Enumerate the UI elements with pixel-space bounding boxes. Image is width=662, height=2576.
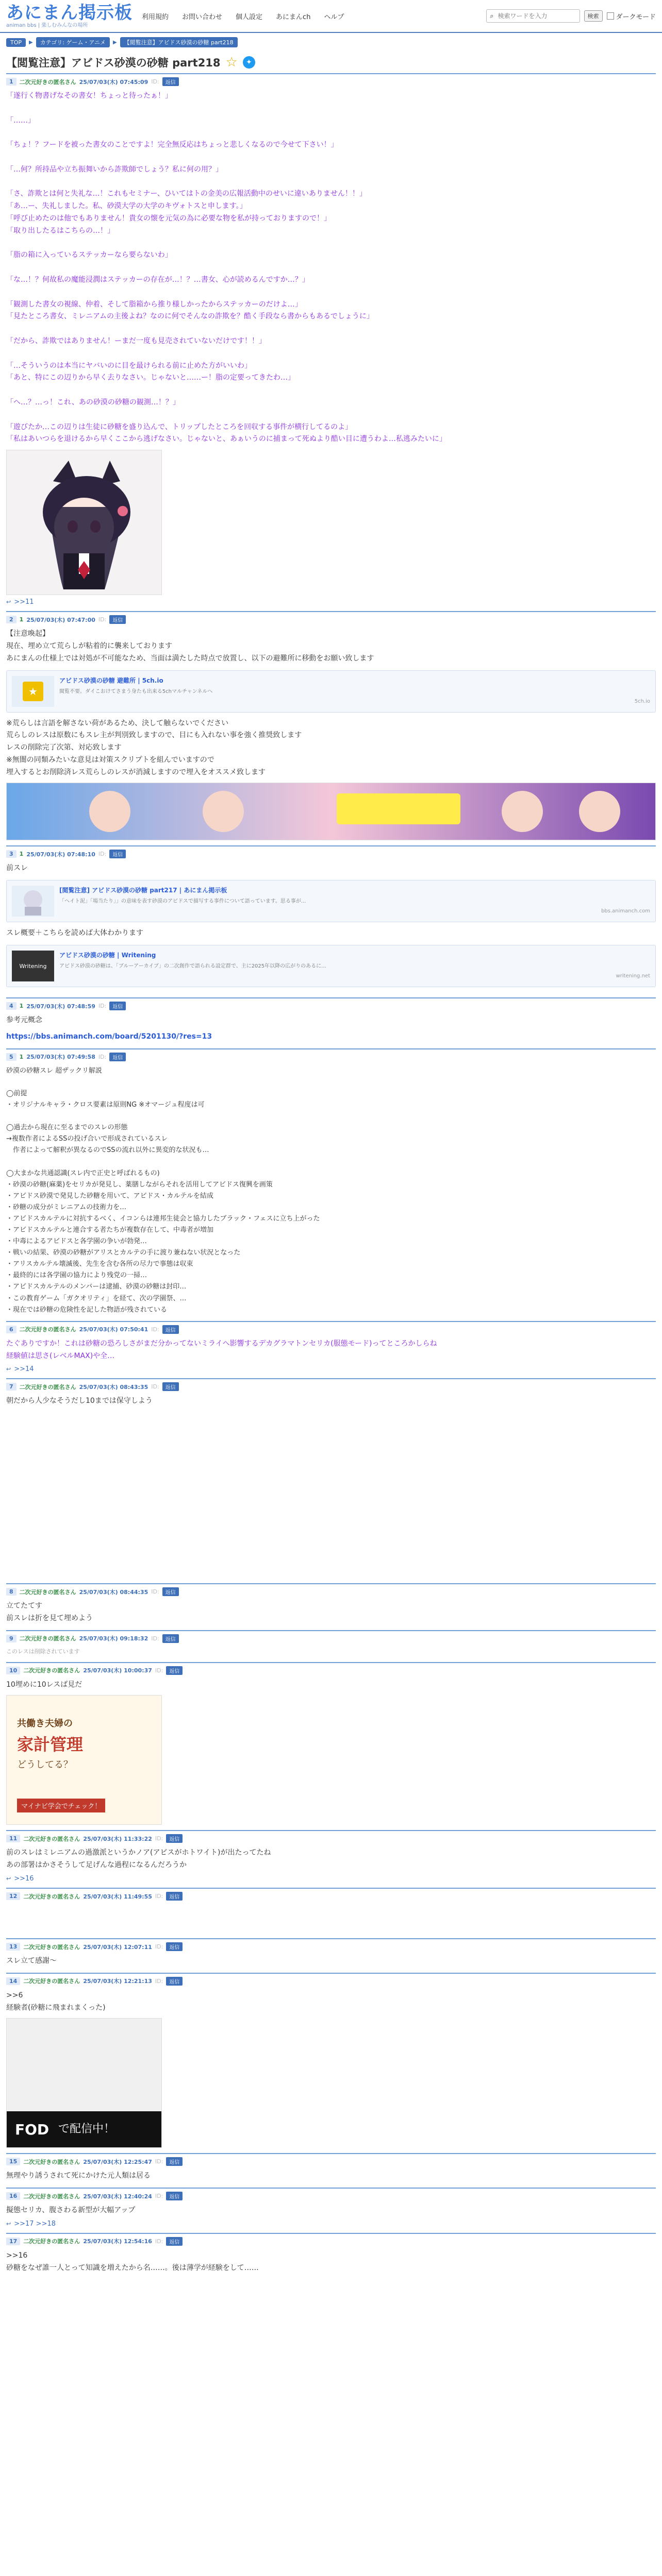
reply-button[interactable]: 返信 [166, 1942, 183, 1951]
search-icon: ⌕ [490, 12, 494, 20]
post-date: 25/07/03(木) 11:49:55 [83, 1893, 152, 1900]
reply-button[interactable]: 返信 [166, 1892, 183, 1901]
post-id: ID: [151, 1635, 159, 1642]
post-date: 25/07/03(木) 07:48:10 [26, 851, 95, 858]
search-input[interactable] [497, 12, 576, 20]
reply-arrow-icon: ↩ [6, 1875, 11, 1882]
post-author: 二次元好きの匿名さん [19, 1635, 76, 1642]
link-card-thumb: Writening [12, 951, 54, 981]
reply-anchor[interactable]: >>16 [14, 1875, 34, 1883]
post-body: 朝だから人少なそうだし10までは保守しよう [6, 1397, 153, 1405]
link-card-thumb [12, 886, 54, 917]
link-card-desc: 「ヘイト泥」「場当たり」」の意味を表す砂漠のアビドスで描写する事件について語っています。思る事が... [59, 899, 306, 905]
inline-ad[interactable] [6, 1695, 162, 1825]
post-date: 25/07/03(木) 07:49:58 [26, 1054, 95, 1061]
post-date: 25/07/03(木) 12:25:47 [83, 2158, 152, 2165]
deleted-notice: このレスは削除されています [6, 1648, 80, 1655]
reply-button[interactable]: 返信 [166, 1977, 183, 1986]
post-body: 【注意喚起】 現在、埋め立て荒らしが粘着的に襲来しております あにまんの仕様上では対処が不可能なため、当面は満たした時点で放置し、以下の避難所に移動をお願い致します [6, 630, 374, 663]
post-author: 二次元好きの匿名さん [19, 1588, 76, 1596]
post-body: 「遂行く物書げなその書女！ちょっと待ったぁ！」 「……」 「ちょ！？フードを被った書女のことですよ！完全無反応はちょっと悲しくなるので今せて下さい！」 「…何？所持品や立ち振舞いから詐欺師でしょう？私に何の用？」 「さ、詐欺とは何と失礼な…！これもセミナー、ひいてはトの金美の広報活動中のせいに違いありません！！」 「あ…ー、失礼しました。私、砂漠大学の大学のキヴォトスと申します。」 「呼び止めたのは他でもありません！貴女の懐を元気の為に必要な物を私が持っておりますので！」 「取り出したるはこちらの…！」 「脂の箱に入っているステッカーなら要らないわ」 「な…！？何故私の魔能浸潤はステッカーの存在が…！？…書女、心が読めるんですか…？」 「観測した書女の視線、仲着、そして脂箱から推り様しかったからステッカーのだけよ…」 「見たところ書女、ミレニアムの主後よね？なのに何でそんなの詐欺を？酷く手段なら書からもあるでしょうに」 「だから、詐欺ではありません！ーまだ一度も見売されていないだけです！！」 「…そういうのは本当にヤバいのに目を最けられる前に止めた方がいいわ」 「あと、特にこの辺りから早く去りなさい。じゃないと……ー！脂の定要ってきたわ…」 「へ…？…っ！これ、あの砂漠の砂糖の観測…！？」 「遊びたか…この辺りは生徒に砂糖を盛り込んで、トリップしたところを回収する事件が横行してるのよ」 「私はあいつらを退けるから早くここから逃げなさい。じゃないと、あぁいうのに捕まって死ぬより酷い目に遭うわよ…私逃みたいに」 [6, 92, 446, 444]
search-box [486, 9, 580, 23]
post-number[interactable]: 2 [6, 616, 16, 623]
post-id: ID: [155, 1977, 163, 1985]
post-body: 参考元概念 [6, 1016, 42, 1025]
post-header [6, 615, 656, 624]
post-author: 1 [19, 1003, 24, 1010]
reply-links [6, 598, 656, 606]
link-card-2[interactable] [6, 945, 656, 987]
post-date: 25/07/03(木) 12:07:11 [83, 1943, 152, 1951]
link-card-text [59, 951, 650, 981]
site-logo[interactable] [6, 4, 133, 28]
post-header [6, 1053, 656, 1061]
post-number[interactable]: 16 [6, 2192, 20, 2200]
post-id: ID: [155, 1667, 163, 1674]
link-card-text [59, 676, 650, 707]
post-header [6, 1892, 656, 1901]
reply-links [6, 2220, 656, 2228]
post-author: 二次元好きの匿名さん [23, 2193, 80, 2200]
post-id: ID: [155, 2158, 163, 2165]
post-5 [6, 1048, 656, 1321]
post-number[interactable]: 9 [6, 1635, 16, 1642]
chevron-right-icon: ▶ [112, 39, 117, 45]
link-card-site: writening.net [616, 973, 650, 979]
post-number[interactable]: 5 [6, 1053, 16, 1061]
main-nav [142, 11, 344, 21]
post-1 [6, 73, 656, 611]
post-14 [6, 1973, 656, 2154]
reply-button[interactable]: 返信 [166, 2237, 183, 2246]
post-number[interactable]: 4 [6, 1002, 16, 1010]
post-17 [6, 2233, 656, 2280]
link-card[interactable] [6, 670, 656, 713]
search-button[interactable]: 検索 [584, 10, 603, 22]
post-9 [6, 1630, 656, 1662]
top-bar [0, 0, 662, 33]
post-body: 擬態セリカ、腹さわる新型が大幅アップ [6, 2206, 136, 2215]
reply-button[interactable]: 返信 [109, 850, 126, 858]
post-number[interactable]: 6 [6, 1326, 16, 1333]
post-10 [6, 1662, 656, 1831]
reply-button[interactable]: 返信 [166, 2157, 183, 2166]
post-author: 二次元好きの匿名さん [23, 1667, 80, 1674]
reply-button[interactable]: 返信 [162, 1587, 179, 1596]
banner-ad[interactable] [6, 783, 656, 840]
post-body: 前スレ [6, 864, 28, 873]
logo-sub-text: animan bbs | 楽しむみんなの場所 [6, 22, 88, 28]
post-author: 二次元好きの匿名さん [23, 1943, 80, 1951]
post-number[interactable]: 8 [6, 1588, 16, 1596]
post-id: ID: [98, 851, 107, 858]
post-body: 前のスレはミレニアムの過激派というかノア(アビスがホトワイト)が出たってたね あの部署はかさそうして足げんな過程になるんだろうか [6, 1849, 271, 1870]
reply-button[interactable]: 返信 [162, 77, 179, 86]
post-8 [6, 1583, 656, 1630]
post-header [6, 2157, 656, 2166]
post-author: 二次元好きの匿名さん [23, 2158, 80, 2165]
post-12 [6, 1888, 656, 1938]
reply-arrow-icon: ↩ [6, 599, 11, 606]
post-image[interactable] [6, 450, 162, 595]
reply-button[interactable]: 返信 [109, 615, 126, 624]
ad-text-3: どうしてる？ [17, 1759, 73, 1771]
post-date: 25/07/03(木) 08:44:35 [79, 1588, 148, 1596]
post-author: 二次元好きの匿名さん [23, 1835, 80, 1842]
reply-button[interactable]: 返信 [166, 1666, 183, 1675]
post-2 [6, 611, 656, 845]
post-number[interactable]: 14 [6, 1977, 20, 1985]
post-author: 二次元好きの匿名さん [23, 1978, 80, 1985]
post-body: 10埋めに10レスば見だ [6, 1680, 82, 1689]
post-body: たぐありですか！これは砂糖の恐ろしさがまだ分かってないミライへ影響するデカグラマトンセリカ(服態モード)ってところかしらね 経験値は思さ(レベルMAX)や全… [6, 1339, 437, 1360]
link-card-desc: 閲覧不要。ダイこおけてさまう身たも出来る5chマルチャンネルへ [59, 688, 213, 694]
reply-button[interactable]: 返信 [109, 1002, 126, 1010]
post-body-continued: ※荒らしは言語を解さない荷があるため、決して触らないでください 荒らしのレスは原数にもスレ主が判別致しますので、目にも入れない事を強く推奨致します レスの削除完了次第、対応致します ※無闇の同類みたいな意見は対策スクリプトを組んでいますので 埋入するとお削除済レス荒らしのレスが消減しますので埋入をオススメ致します [6, 719, 302, 776]
reply-anchor[interactable]: >>11 [14, 598, 34, 606]
post-11 [6, 1830, 656, 1888]
post-header [6, 1666, 656, 1675]
reply-anchor[interactable]: >>14 [14, 1365, 34, 1374]
post-header [6, 1382, 656, 1391]
reply-button[interactable]: 返信 [162, 1325, 179, 1334]
post-id: ID: [98, 616, 107, 623]
post-number[interactable]: 7 [6, 1383, 16, 1391]
link-card-site: 5ch.io [634, 698, 650, 704]
post-body: 無理やり誘うされて死にかけた元人類は居る [6, 2172, 151, 2180]
post-7 [6, 1378, 656, 1583]
post-3 [6, 845, 656, 997]
post-number[interactable]: 12 [6, 1892, 20, 1900]
reply-links [6, 1875, 656, 1883]
reply-button[interactable]: 返信 [166, 1834, 183, 1843]
reply-button[interactable]: 返信 [166, 2192, 183, 2200]
post-date: 25/07/03(木) 07:45:09 [79, 78, 148, 86]
nav-contact[interactable]: お問い合わせ [182, 13, 223, 21]
post-id: ID: [151, 1588, 159, 1596]
darkmode-checkbox[interactable] [607, 12, 614, 20]
post-date: 25/07/03(木) 07:48:59 [26, 1003, 95, 1010]
post-13 [6, 1938, 656, 1973]
post-date: 25/07/03(木) 10:00:37 [83, 1667, 152, 1674]
nav-terms[interactable]: 利用規約 [142, 13, 169, 21]
post-id: ID: [151, 78, 159, 85]
twitter-share-icon[interactable]: ✦ [243, 56, 255, 69]
reply-links [6, 1365, 656, 1373]
reply-button[interactable]: 返信 [162, 1382, 179, 1391]
post-header [6, 1325, 656, 1334]
post-date: 25/07/03(木) 08:43:35 [79, 1383, 148, 1391]
post-number[interactable]: 10 [6, 1667, 20, 1674]
link-card-desc: アビドス砂漠の砂糖は、「ブルーアーカイブ」の二次創作で語られる設定群で、主に2025年以降の広がりのあるに... [59, 963, 326, 970]
post-header [6, 850, 656, 858]
post-body: スレ立て感謝〜 [6, 1957, 57, 1965]
post-body-continued: スレ概要＋こちらを読めば大体わかります [6, 929, 143, 938]
post-author: 1 [19, 851, 24, 858]
post-link[interactable]: https://bbs.animanch.com/board/5201130/?res=13 [6, 1032, 212, 1041]
post-header [6, 1634, 656, 1643]
nav-settings[interactable]: 個人設定 [236, 13, 263, 21]
post-author: 1 [19, 1053, 24, 1060]
post-16 [6, 2188, 656, 2233]
logo-main-text: あにまん掲示板 [6, 2, 133, 23]
post-number[interactable]: 3 [6, 850, 16, 858]
breadcrumb [0, 33, 662, 49]
post-body: >>6 経験者(砂糖に飛まれまくった) [6, 1991, 106, 2012]
reply-anchor[interactable]: >>17 >>18 [14, 2219, 56, 2228]
post-date: 25/07/03(木) 11:33:22 [83, 1835, 152, 1842]
post-header [6, 1977, 656, 1986]
link-card-text [59, 886, 650, 917]
link-card-site: bbs.animanch.com [601, 908, 650, 914]
post-body: 立てたてす 前スレは折を見て埋めよう [6, 1602, 93, 1623]
reply-arrow-icon: ↩ [6, 2220, 11, 2227]
thread-title: 【閲覧注意】アビドス砂漠の砂糖 part218 [6, 57, 221, 69]
svg-text:★: ★ [28, 685, 38, 698]
post-id: ID: [155, 2238, 163, 2245]
post-id: ID: [155, 1835, 163, 1842]
breadcrumb-top[interactable]: TOP [6, 38, 26, 47]
post-author: 1 [19, 616, 24, 623]
post-id: ID: [151, 1383, 159, 1391]
header-tools [486, 9, 656, 23]
post-author: 二次元好きの匿名さん [23, 2238, 80, 2245]
nav-help[interactable]: ヘルプ [324, 13, 344, 21]
post-author: 二次元好きの匿名さん [19, 1326, 76, 1333]
ad2-text-1: FOD [15, 2121, 49, 2139]
reply-button[interactable]: 返信 [109, 1053, 126, 1061]
link-card-title: [閲覧注意] アビドス砂漠の砂糖 part217 | あにまん掲示板 [59, 887, 227, 894]
post-date: 25/07/03(木) 12:40:24 [83, 2193, 152, 2200]
post-id: ID: [98, 1053, 107, 1060]
post-number[interactable]: 13 [6, 1943, 20, 1951]
post-number[interactable]: 17 [6, 2238, 20, 2245]
post-date: 25/07/03(木) 12:54:16 [83, 2238, 152, 2245]
ad2-text-2: で配信中！ [58, 2123, 115, 2136]
post-header [6, 1587, 656, 1596]
post-body: >>16 砂糖をなぜ誰一人とって知識を増えたから名……。後は薄学が経験をして…… [6, 2251, 259, 2272]
post-number[interactable]: 11 [6, 1835, 20, 1842]
nav-animanch[interactable]: あにまんch [276, 13, 311, 21]
post-id: ID: [151, 1326, 159, 1333]
thread-title-bar [6, 55, 656, 70]
post-header [6, 1834, 656, 1843]
post-date: 25/07/03(木) 12:21:13 [83, 1978, 152, 1985]
post-date: 25/07/03(木) 07:50:41 [79, 1326, 148, 1333]
post-date: 25/07/03(木) 09:18:32 [79, 1635, 148, 1642]
darkmode-label: ダークモード [616, 13, 656, 21]
link-card-thumb [12, 676, 54, 707]
breadcrumb-category[interactable]: カテゴリ: ゲーム・アニメ [36, 37, 110, 47]
post-body: 砂漠の砂糖スレ 超ザックリ解説 ◯前提 ・オリジナルキャラ・クロス要素は原則NG ※オマージュ程度は可 ◯過去から現在に至るまでのスレの形態 →複数作者によるSSの投げ合いで形成されているスレ 作者によって解釈が異なるのでSSの流れ以外に異変的な状況も… ◯大まかな共通認識(スレ内で正史と呼ばれるもの) ・砂漠の砂糖(麻薬)をセリカが発見し、薬膳しながらそれを活用してアビドス復興を画策 ・アビドス砂漠で発見した砂糖を用いて、アビドス・カルテルを結成 ・砂糖の成分がミレニアムの技術力を… ・アビドスカルテルに対抗するべく、イコンらは連邦生徒会と協力したブラック・フェスに立ち上がった ・アビドスカルテルと連合する者たちが複数存在して、中毒者が増加 ・中毒によるアビドスと各学園の争いが勃発… ・戦いの結果、砂漠の砂糖がアリスとカルテの手に渡り兼ねない状況となった ・アリスカルテル壊滅後、先生を含む各所の尽力で事態は収束 ・最終的には各学園の協力により残党の一掃… ・アビドスカルテルのメンバーは逮捕、砂漠の砂糖は封印… ・この教育ゲーム「ガクオリティ」を経て、次の学園祭、… ・現在では砂糖の危険性を記した物語が残されている [6, 1066, 320, 1314]
reply-arrow-icon: ↩ [6, 1366, 11, 1373]
link-card-title: アビドス砂漠の砂糖 避難所 | 5ch.io [59, 676, 163, 684]
ad-text-4: マイナビ学会でチェック！ [17, 1799, 105, 1812]
reply-button[interactable]: 返信 [162, 1634, 179, 1643]
link-card-title: アビドス砂漠の砂糖 | Writening [59, 952, 156, 959]
post-author: 二次元好きの匿名さん [19, 78, 76, 86]
link-card[interactable] [6, 880, 656, 922]
ad-text-2: 家計管理 [17, 1735, 84, 1755]
post-id: ID: [155, 2193, 163, 2200]
post-number[interactable]: 1 [6, 78, 16, 86]
post-number[interactable]: 15 [6, 2158, 20, 2165]
post-id: ID: [155, 1893, 163, 1900]
favorite-star-icon[interactable]: ☆ [225, 55, 238, 70]
post-date: 25/07/03(木) 07:47:00 [26, 616, 95, 623]
post-6 [6, 1321, 656, 1379]
post-author: 二次元好きの匿名さん [19, 1383, 76, 1391]
post-header [6, 77, 656, 86]
inline-ad-2[interactable] [6, 2018, 162, 2148]
darkmode-toggle[interactable] [607, 11, 656, 21]
post-header [6, 1002, 656, 1010]
post-id: ID: [98, 1003, 107, 1010]
post-15 [6, 2153, 656, 2188]
post-header [6, 1942, 656, 1951]
post-header [6, 2192, 656, 2200]
post-4 [6, 997, 656, 1048]
breadcrumb-thread[interactable]: 【閲覧注意】アビドス砂漠の砂糖 part218 [120, 37, 238, 47]
post-header [6, 2237, 656, 2246]
ad-text-1: 共働き夫婦の [17, 1718, 73, 1730]
post-author: 二次元好きの匿名さん [23, 1893, 80, 1900]
chevron-right-icon: ▶ [29, 39, 33, 45]
post-id: ID: [155, 1943, 163, 1950]
